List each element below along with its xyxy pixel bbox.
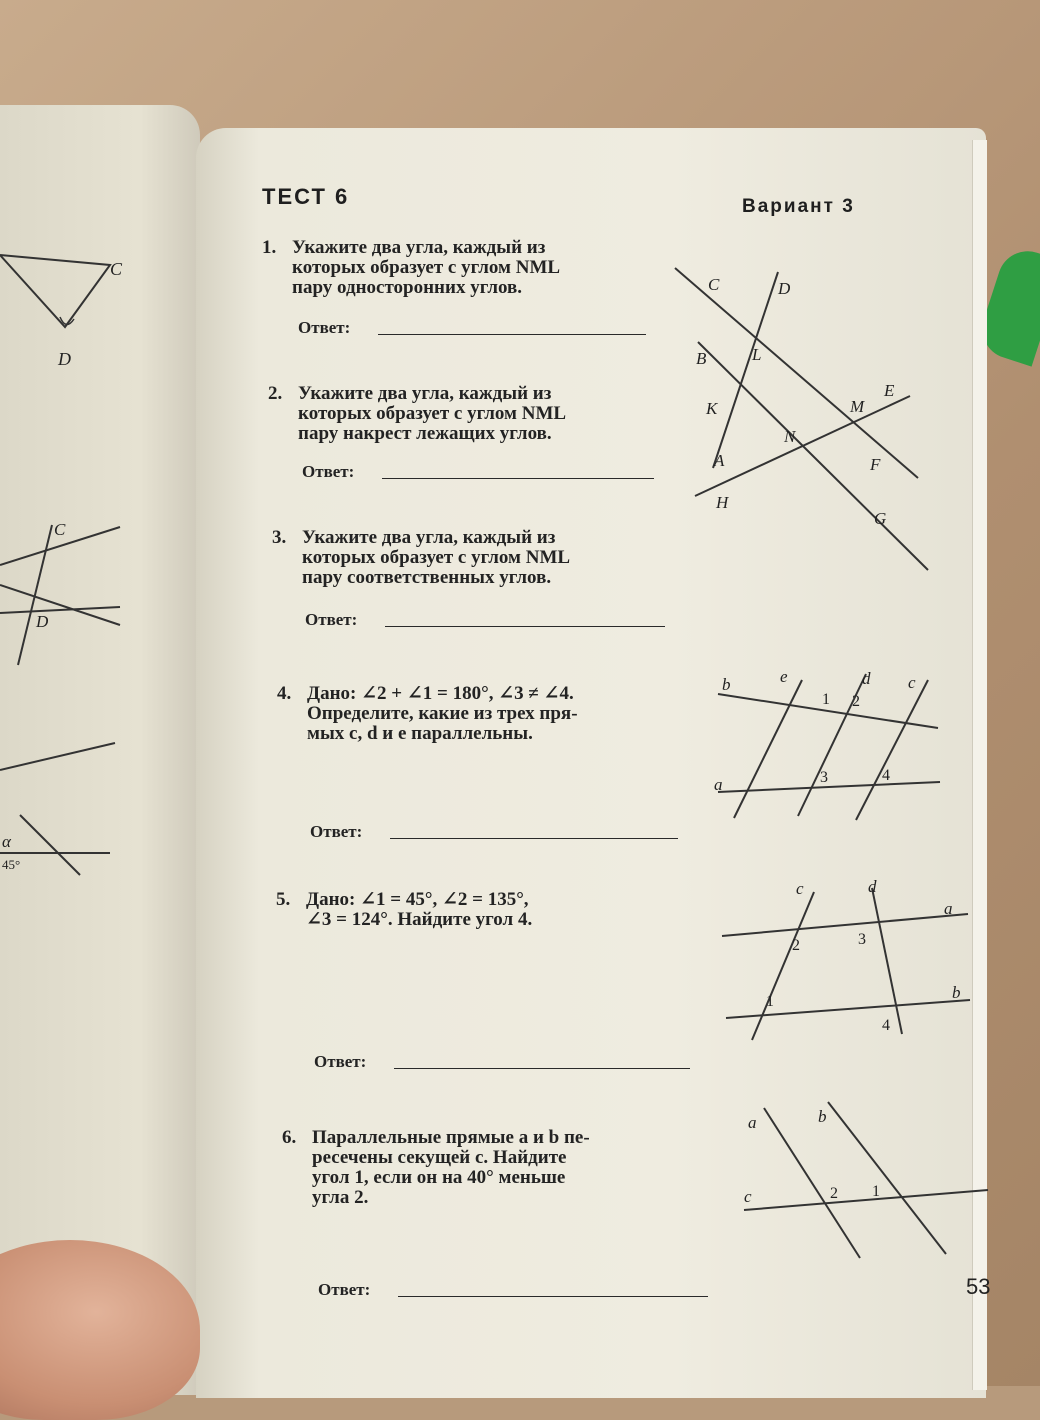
question-line: пару соответственных углов. <box>302 567 552 588</box>
left-line-3 <box>0 607 120 613</box>
left-page <box>0 105 200 1395</box>
label-angle-2: 2 <box>792 937 800 954</box>
line-he <box>695 396 910 496</box>
label-a: a <box>748 1113 757 1132</box>
label-angle-3: 3 <box>820 769 828 786</box>
answer-label: Ответ: <box>298 318 351 337</box>
label-h: H <box>716 493 729 512</box>
question-number: 5. <box>276 889 291 910</box>
question-line: мых c, d и e параллельны. <box>307 723 533 744</box>
variant-label: Вариант 3 <box>742 196 855 217</box>
line-a <box>764 1108 860 1258</box>
line-e <box>734 680 802 818</box>
question-line: ресечены секущей c. Найдите <box>312 1147 567 1168</box>
line-cf <box>675 268 918 478</box>
question-line: Определите, какие из трех пря- <box>307 703 578 724</box>
question-3 <box>272 527 682 588</box>
answer-line-5[interactable] <box>394 1068 690 1069</box>
diagram-1 <box>670 260 940 580</box>
question-5 <box>276 889 706 930</box>
question-line: угла 2. <box>312 1187 369 1208</box>
answer-label: Ответ: <box>314 1052 367 1071</box>
answer-label: Ответ: <box>310 822 363 841</box>
label-b: B <box>696 349 707 368</box>
diagram-5 <box>718 880 978 1050</box>
question-number: 6. <box>282 1127 297 1148</box>
question-line: Укажите два угла, каждый из <box>302 527 556 548</box>
question-line: Дано: ∠1 = 45°, ∠2 = 135°, <box>306 889 529 910</box>
label-l: L <box>752 345 762 364</box>
label-d: D <box>778 279 791 298</box>
label-b: b <box>818 1107 827 1126</box>
label-f: F <box>870 455 881 474</box>
question-line: Укажите два угла, каждый из <box>298 383 552 404</box>
label-m: M <box>850 397 865 416</box>
line-c <box>752 892 814 1040</box>
left-line-5 <box>0 743 115 770</box>
left-label-d2: D <box>36 612 49 631</box>
line-a <box>722 914 968 936</box>
question-line: Укажите два угла, каждый из <box>292 237 546 258</box>
left-line-1 <box>18 525 52 665</box>
label-angle-4: 4 <box>882 767 890 784</box>
label-d: d <box>868 880 877 896</box>
label-d: d <box>862 669 871 688</box>
label-angle-3: 3 <box>858 931 866 948</box>
line-c <box>744 1190 988 1210</box>
label-a: a <box>944 899 953 918</box>
label-a: a <box>714 775 723 794</box>
label-n: N <box>784 427 796 446</box>
question-line: которых образует с углом NML <box>292 257 561 278</box>
left-label-c2: C <box>54 520 66 539</box>
label-k: K <box>706 399 718 418</box>
label-c: C <box>708 275 720 294</box>
label-angle-1: 1 <box>822 691 830 708</box>
question-line: которых образует с углом NML <box>302 547 571 568</box>
left-page-diagrams <box>0 235 200 935</box>
question-1 <box>262 237 672 298</box>
diagram-6 <box>736 1098 996 1268</box>
label-c: c <box>796 880 804 898</box>
left-line-7 <box>20 815 80 875</box>
question-line: пару накрест лежащих углов. <box>298 423 552 444</box>
answer-line-3[interactable] <box>385 626 665 627</box>
label-angle-4: 4 <box>882 1017 890 1034</box>
question-number: 3. <box>272 527 287 548</box>
label-angle-1: 1 <box>872 1183 880 1200</box>
left-line-4 <box>0 585 120 625</box>
test-title: ТЕСТ 6 <box>262 184 350 209</box>
label-e: e <box>780 668 788 686</box>
answer-label: Ответ: <box>318 1280 371 1299</box>
page-number: 53 <box>966 1274 991 1299</box>
answer-line-2[interactable] <box>382 478 654 479</box>
question-line: угол 1, если он на 40° меньше <box>312 1167 566 1188</box>
label-g: G <box>874 509 887 528</box>
question-number: 1. <box>262 237 277 258</box>
question-line: Параллельные прямые a и b пе- <box>312 1127 590 1148</box>
answer-line-6[interactable] <box>398 1296 708 1297</box>
question-line: Дано: ∠2 + ∠1 = 180°, ∠3 ≠ ∠4. <box>307 683 574 704</box>
question-2 <box>268 383 678 444</box>
answer-line-1[interactable] <box>378 334 646 335</box>
label-b: b <box>722 675 731 694</box>
line-b <box>828 1102 946 1254</box>
question-number: 2. <box>268 383 283 404</box>
line-da <box>713 272 778 468</box>
label-c: c <box>908 673 916 692</box>
left-label-c1: C <box>110 259 123 279</box>
answer-6 <box>318 1280 370 1300</box>
question-line: ∠3 = 124°. Найдите угол 4. <box>306 909 533 930</box>
left-label-45: 45° <box>2 857 21 872</box>
question-line: пару односторонних углов. <box>292 277 523 298</box>
label-a: A <box>714 451 725 470</box>
answer-1 <box>298 318 350 338</box>
diagram-4 <box>700 668 950 828</box>
answer-5 <box>314 1052 366 1072</box>
answer-label: Ответ: <box>302 462 355 481</box>
left-triangle <box>0 255 110 327</box>
question-4 <box>277 683 697 744</box>
label-angle-2: 2 <box>852 693 860 710</box>
question-line: которых образует с углом NML <box>298 403 567 424</box>
line-c <box>856 680 928 820</box>
answer-label: Ответ: <box>305 610 358 629</box>
answer-2 <box>302 462 354 482</box>
answer-line-4[interactable] <box>390 838 678 839</box>
label-b: b <box>952 983 961 1002</box>
label-angle-2: 2 <box>830 1185 838 1202</box>
left-label-alpha: α <box>2 832 11 851</box>
line-d <box>872 888 902 1034</box>
left-label-d1: D <box>58 349 71 369</box>
question-6 <box>282 1127 712 1208</box>
question-number: 4. <box>277 683 292 704</box>
answer-3 <box>305 610 357 630</box>
answer-4 <box>310 822 362 842</box>
label-c: c <box>744 1187 752 1206</box>
label-e: E <box>884 381 895 400</box>
label-angle-1: 1 <box>766 993 774 1010</box>
